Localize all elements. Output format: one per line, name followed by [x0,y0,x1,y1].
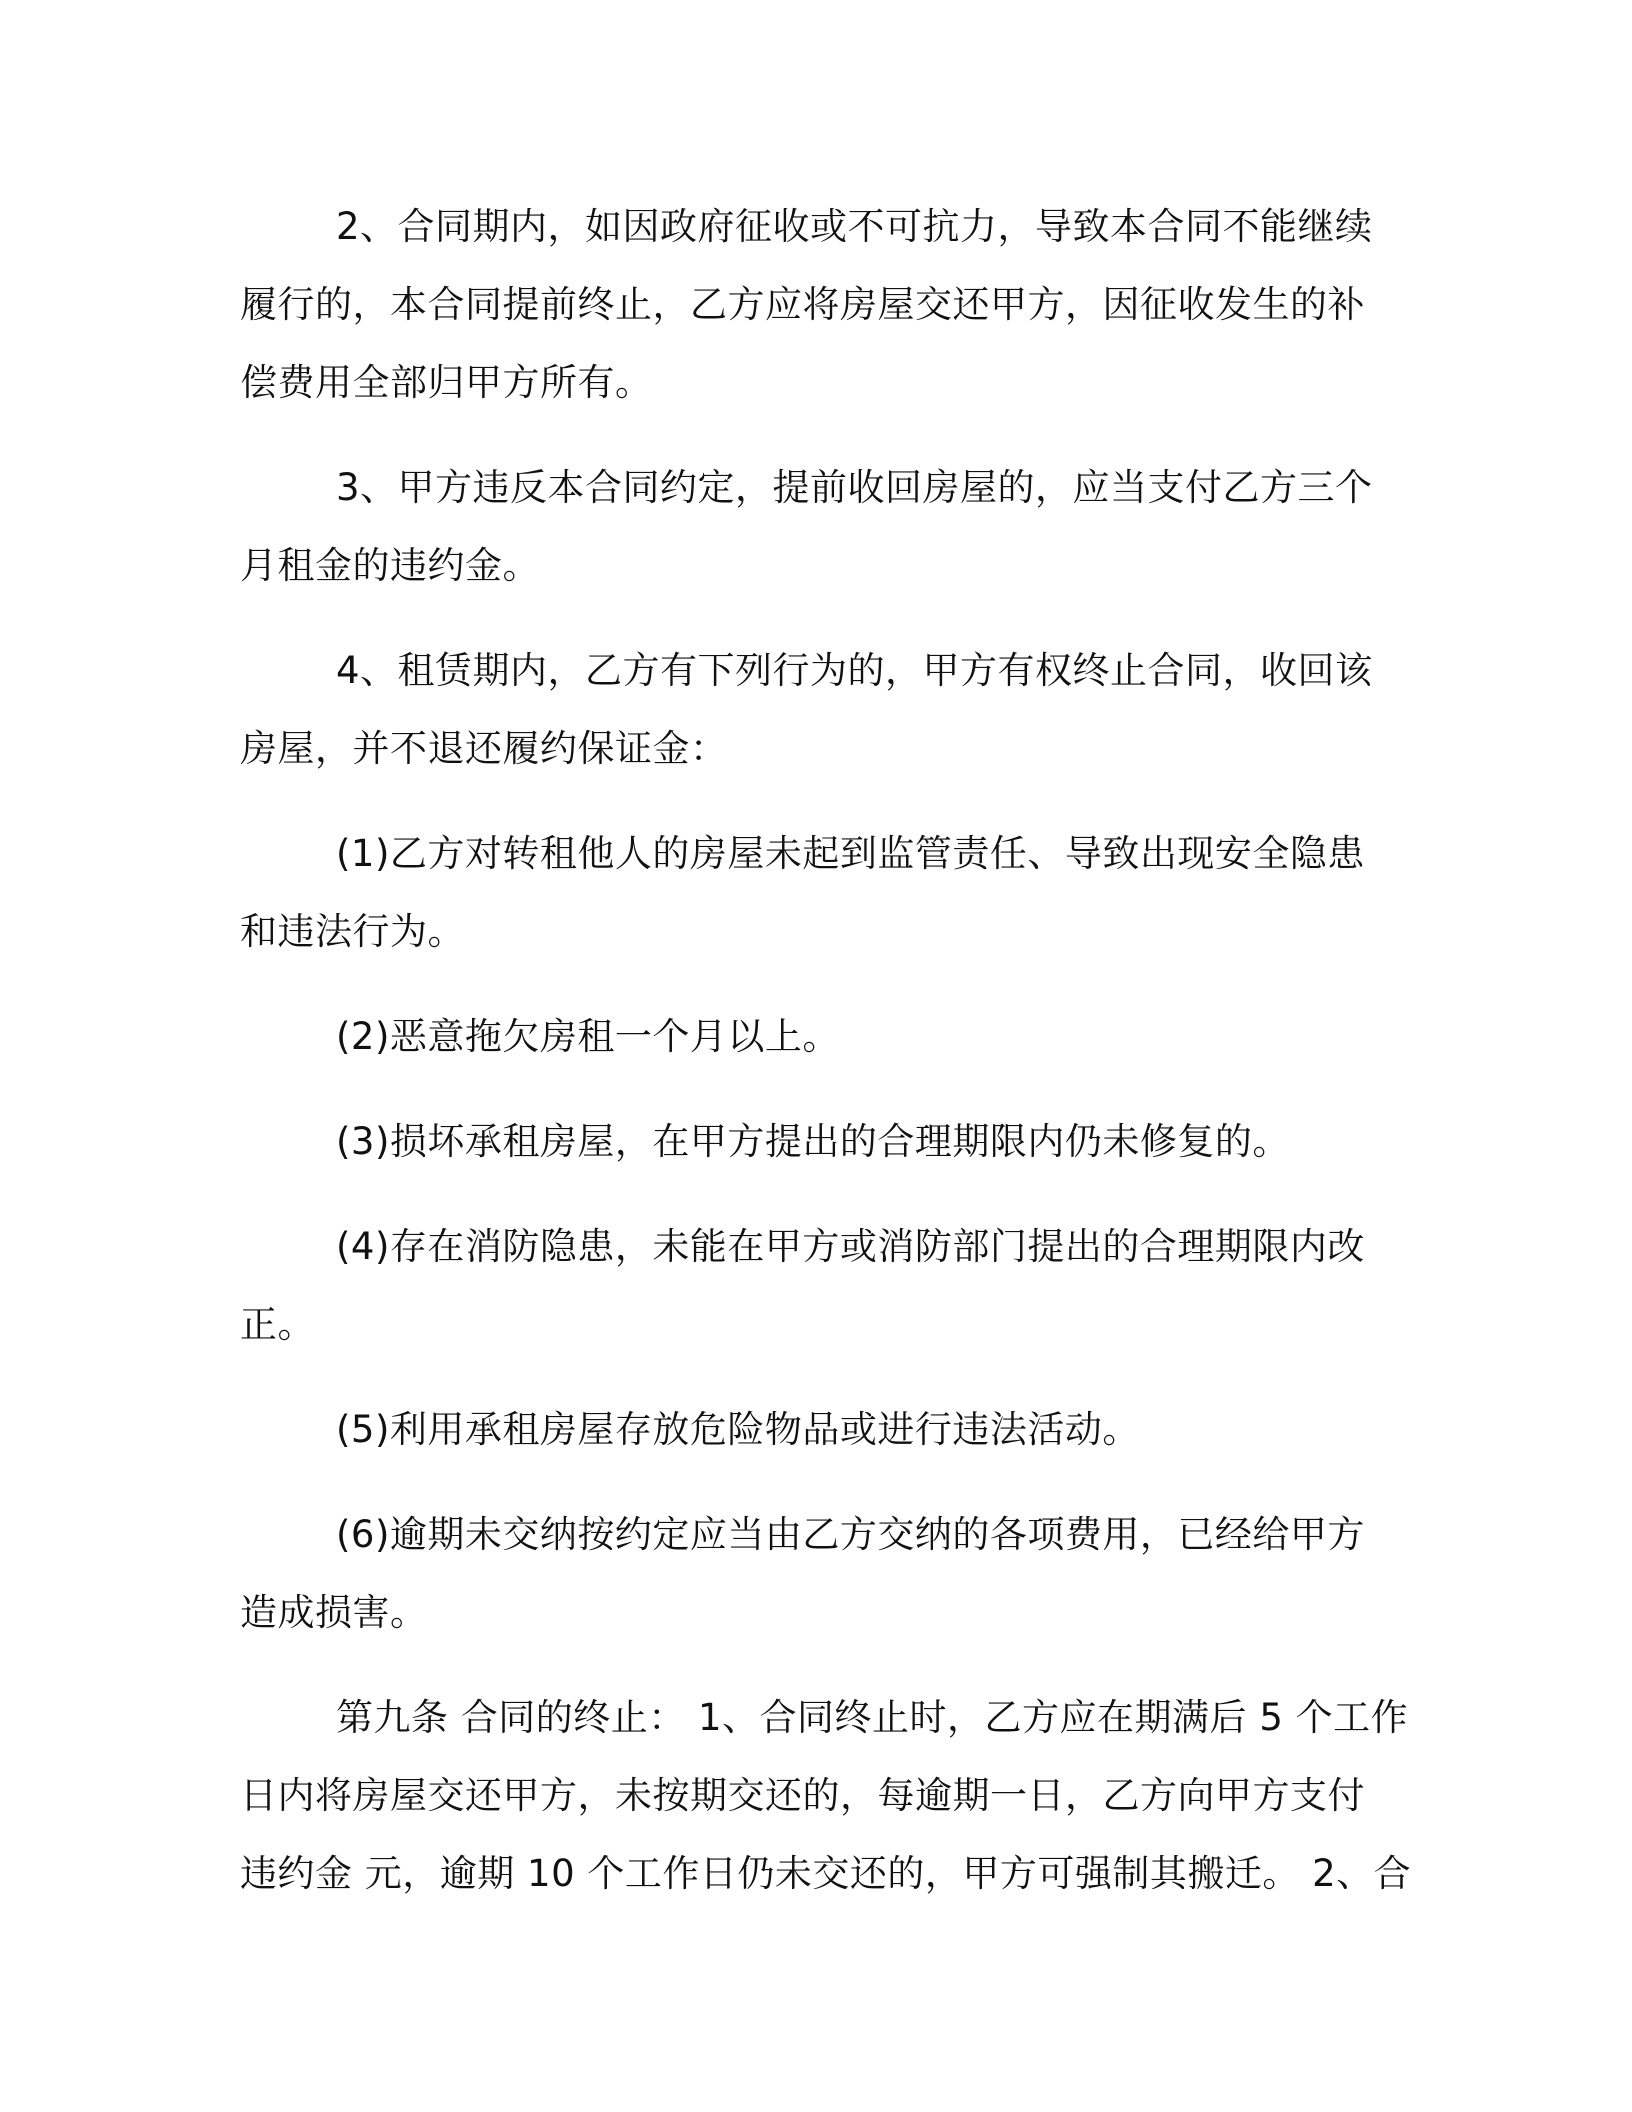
paragraph-line: (4)存在消防隐患，未能在甲方或消防部门提出的合理期限内改 [336,1225,1365,1268]
paragraph-line: 违约金 元，逾期 10 个工作日仍未交还的，甲方可强制其搬迁。 2、合 [240,1852,1412,1895]
paragraph-line: 造成损害。 [240,1591,428,1634]
paragraph-line: (1)乙方对转租他人的房屋未起到监管责任、导致出现安全隐患 [336,832,1365,875]
paragraph-line: (3)损坏承租房屋，在甲方提出的合理期限内仍未修复的。 [336,1120,1290,1163]
paragraph-item-3 [240,1103,1390,1181]
paragraph-clause-2 [240,188,1390,422]
paragraph-line: 2、合同期内，如因政府征收或不可抗力，导致本合同不能继续 [336,205,1373,248]
paragraph-item-1 [240,815,1390,971]
paragraph-article-9 [240,1679,1412,1913]
paragraph-item-5 [240,1391,1390,1469]
paragraph-line: 3、甲方违反本合同约定，提前收回房屋的，应当支付乙方三个 [336,466,1373,509]
paragraph-line: 偿费用全部归甲方所有。 [240,361,653,404]
paragraph-clause-4 [240,632,1390,788]
paragraph-line: 第九条 合同的终止： 1、合同终止时，乙方应在期满后 5 个工作 [336,1696,1409,1739]
paragraph-line: (2)恶意拖欠房租一个月以上。 [336,1015,840,1058]
paragraph-line: 房屋，并不退还履约保证金： [240,727,728,770]
paragraph-item-4 [240,1208,1390,1364]
paragraph-line: 4、租赁期内，乙方有下列行为的，甲方有权终止合同，收回该 [336,649,1373,692]
paragraph-item-6 [240,1496,1390,1652]
paragraph-line: 月租金的违约金。 [240,544,540,587]
paragraph-line: 履行的，本合同提前终止，乙方应将房屋交还甲方，因征收发生的补 [240,283,1365,326]
paragraph-line: 和违法行为。 [240,910,465,953]
paragraph-item-2 [240,998,1390,1076]
paragraph-line: (6)逾期未交纳按约定应当由乙方交纳的各项费用，已经给甲方 [336,1513,1365,1556]
paragraph-line: 正。 [240,1303,315,1346]
paragraph-line: 日内将房屋交还甲方，未按期交还的，每逾期一日，乙方向甲方支付 [240,1774,1365,1817]
paragraph-clause-3 [240,449,1390,605]
paragraph-line: (5)利用承租房屋存放危险物品或进行违法活动。 [336,1408,1140,1451]
document-body [240,188,1412,1940]
